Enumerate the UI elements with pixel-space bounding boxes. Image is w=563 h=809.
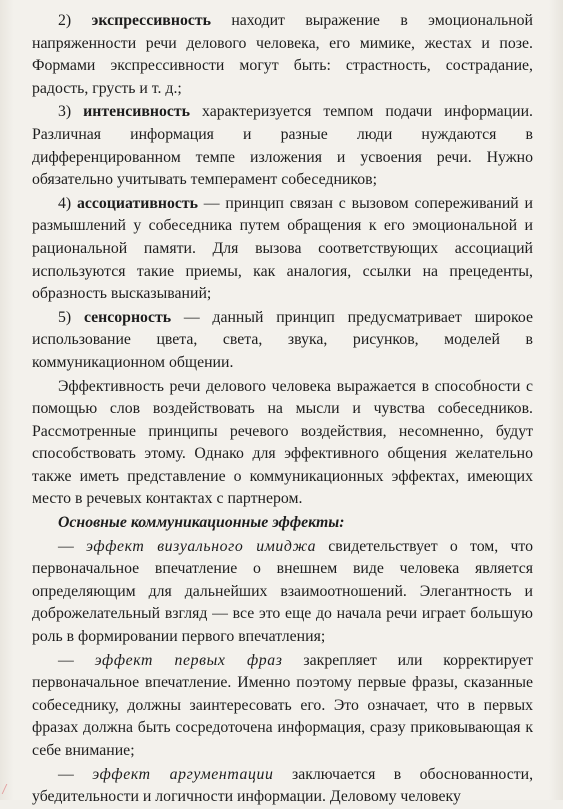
item-number: 5): [58, 308, 84, 326]
item-dash: —: [58, 765, 93, 783]
item-number: 2): [58, 12, 92, 29]
item-number: 4): [58, 194, 77, 212]
item-text: характеризуется темпом подачи информации. Различная информация и разные люди нуждаются в дифференцированном темпе изложения и усвоения речи. Нужно обязательно учитывать темперамент собеседников;: [32, 103, 533, 189]
term-intensity: интенсивность: [83, 103, 191, 121]
summary-paragraph: Эффективность речи делового человека выражается в способности с помощью слов воздействовать на мысли и чувства собеседников. Рассмотренные принципы речевого воздействия, несомненно, будут способствовать этому. Однако для эффективного общения желательно также иметь представление о коммуникационных эффектах, имеющих место в речевых контактах с партнером.: [32, 377, 533, 508]
effect-item-visual-image: [32, 536, 533, 649]
effect-item-first-phrases: [32, 650, 533, 763]
principle-item-intensity: [32, 101, 533, 191]
principle-item-expressiveness: [32, 10, 533, 100]
term-expressiveness: экспрессивность: [91, 12, 211, 29]
item-number: 3): [58, 103, 84, 121]
item-text: закрепляет или корректирует первоначальное впечатление. Именно поэтому первые фразы, сказанные собеседнику, должны заинтересовать его. Это означает, что в первых фразах должна быть сосредоточена информация, сразу приковывающая к себе внимание;: [32, 651, 533, 759]
term-visual-image: эффект визуального имиджа: [86, 537, 317, 555]
item-text: заключается в обоснованности, убедительности и логичности информации. Деловому человеку: [32, 765, 534, 806]
term-argumentation: эффект аргументации: [92, 765, 274, 783]
term-sensory: сенсорность: [83, 308, 172, 326]
item-text: — данный принцип предусматривает широкое использование цвета, света, звука, рисунков, моделей в коммуникационном общении.: [32, 308, 534, 371]
effect-item-argumentation: [32, 764, 533, 809]
item-text: свидетельствует о том, что первоначальное впечатление о внешнем виде человека является определяющим для дальнейших взаимоотношений. Элегантность и доброжелательный взгляд — все это еще до начала речи играет большую роль в формировании первого впечатления;: [32, 537, 533, 646]
item-text: — принцип связан с вызовом сопереживаний и размышлений у собеседника путем обращения к его эмоциональной и рациональной памяти. Для вызова соответствующих ассоциаций используются такие приемы, как аналогия, ссылки на прецеденты, образность высказываний;: [32, 194, 533, 303]
principle-item-sensory: [32, 307, 533, 375]
principle-item-associativity: [32, 193, 533, 306]
term-first-phrases: эффект первых фраз: [94, 651, 283, 669]
item-dash: —: [58, 537, 87, 555]
scan-mark: [2, 784, 16, 794]
item-text: находит выражение в эмоциональной напряженности речи делового человека, его мимике, жестах и позе. Формами экспрессивности могут быть: страстность, сострадание, радость, грусть и т. д.;: [32, 12, 533, 97]
item-dash: —: [58, 651, 95, 669]
effects-subheading: Основные коммуникационные эффекты:: [58, 514, 345, 532]
term-associativity: ассоциативность: [76, 194, 198, 212]
